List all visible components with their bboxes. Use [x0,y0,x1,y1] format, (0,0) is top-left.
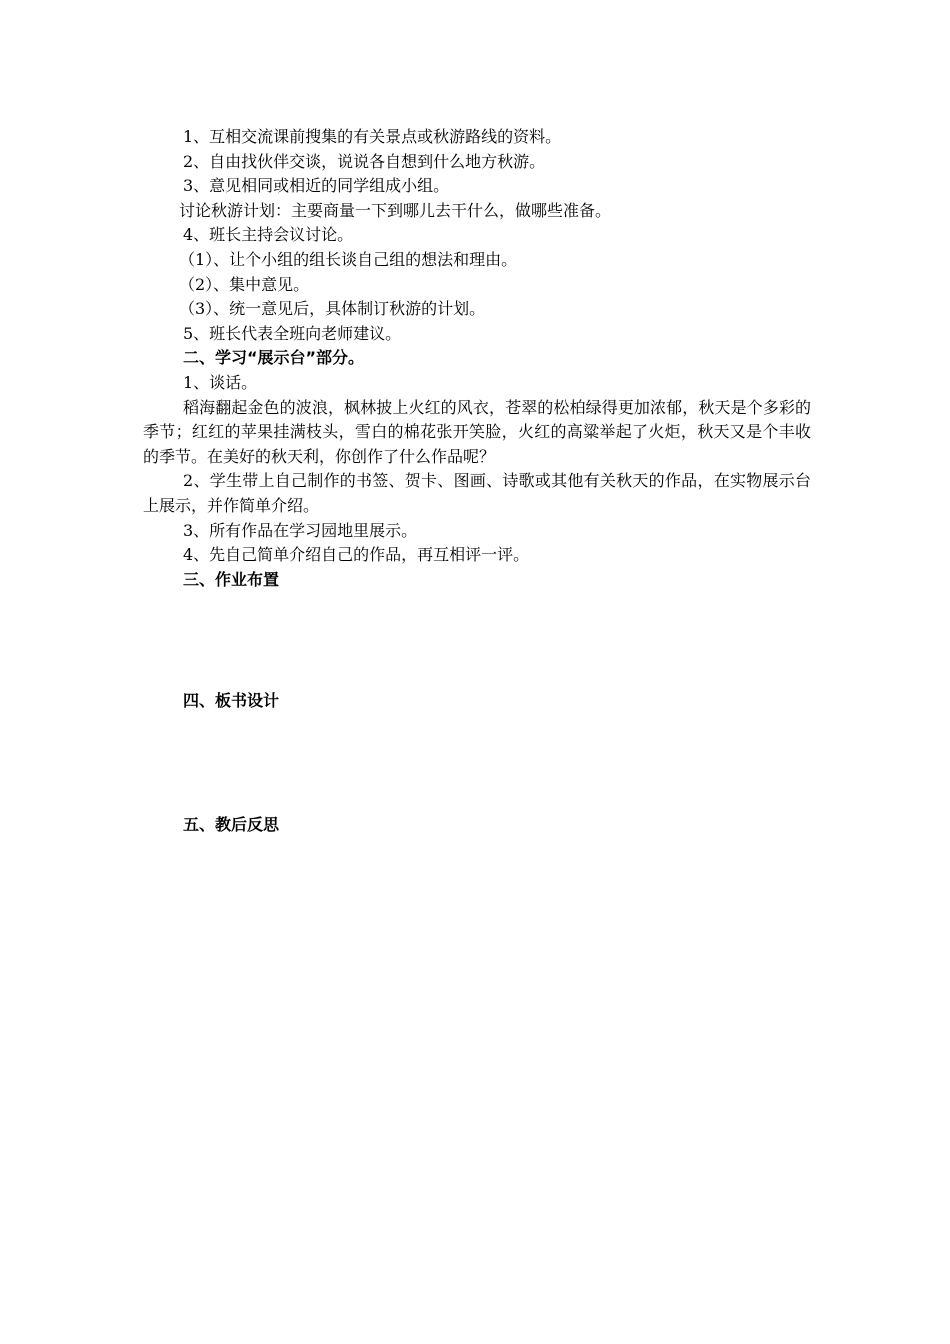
discussion-subitem-3: （3）、统一意见后，具体制订秋游的计划。 [179,299,486,319]
section-2-item-1: 1、谈话。 [183,372,258,392]
discussion-item-3: 3、意见相同或相近的同学组成小组。 [183,176,450,196]
section-2-item-2: 2、学生带上自己制作的书签、贺卡、图画、诗歌或其他有关秋天的作品，在实物展示台上展示，并作简单介绍。 [143,471,811,515]
section-4-blank-space [143,714,811,813]
section-2-heading: 二、学习“展示台”部分。 [183,348,365,368]
discussion-plan-note: 讨论秋游计划：主要商量一下到哪儿去干什么，做哪些准备。 [179,200,612,220]
section-2-item-3: 3、所有作品在学习园地里展示。 [183,520,418,540]
section-4-heading: 四、板书设计 [183,691,280,711]
discussion-item-4: 4、班长主持会议讨论。 [183,225,354,245]
section-3-blank-space [143,592,811,689]
discussion-item-2: 2、自由找伙伴交谈，说说各自想到什么地方秋游。 [183,151,546,171]
discussion-item-1: 1、互相交流课前搜集的有关景点或秋游路线的资料。 [183,127,562,146]
section-3-heading: 三、作业布置 [183,569,280,589]
section-5-heading: 五、教后反思 [183,814,280,834]
section-2-paragraph: 稻海翻起金色的波浪，枫林披上火红的风衣，苍翠的松柏绿得更加浓郁，秋天是个多彩的季节；红红的苹果挂满枝头，雪白的棉花张开笑脸，火红的高粱举起了火炬，秋天又是个丰收的季节。在美好的秋天利，你创作了什么作品呢？ [143,397,811,466]
discussion-subitem-1: （1）、让个小组的组长谈自己组的想法和理由。 [179,249,518,269]
discussion-item-5: 5、班长代表全班向老师建议。 [183,323,402,343]
section-2-item-4: 4、先自己简单介绍自己的作品，再互相评一评。 [183,545,530,565]
discussion-subitem-2: （2）、集中意见。 [179,274,310,294]
document-content [143,125,811,837]
